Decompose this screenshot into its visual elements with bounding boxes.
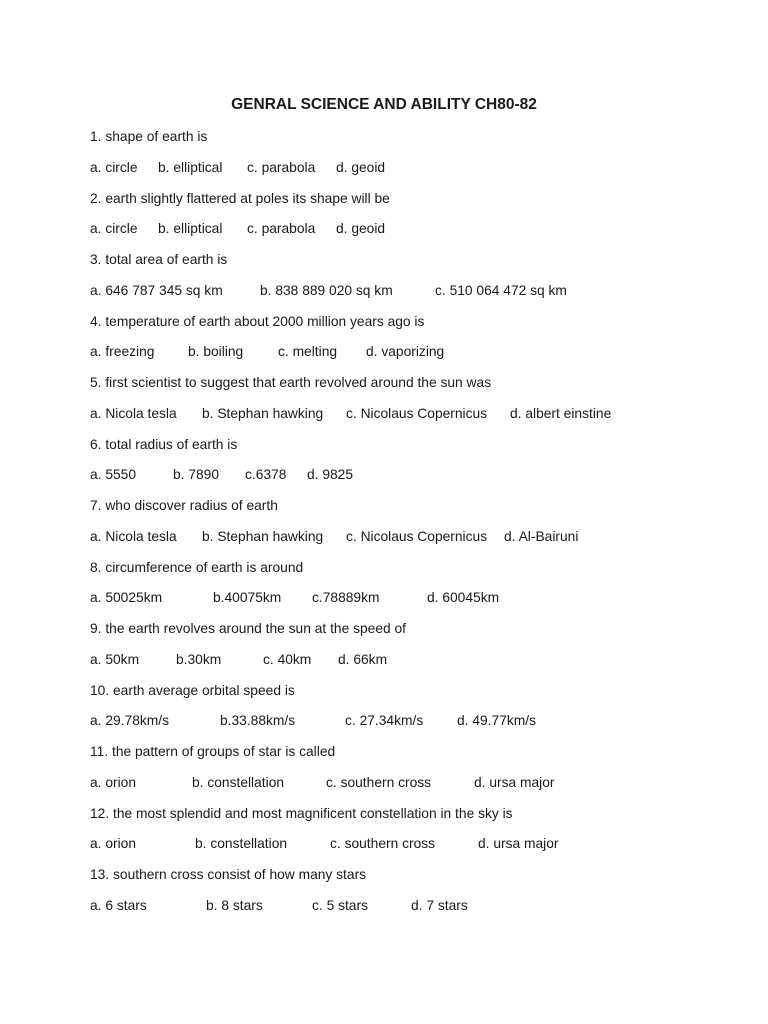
option-b: b. constellation (192, 775, 285, 790)
option-b: b.40075km (213, 590, 282, 605)
option-d: d. 49.77km/s (457, 713, 536, 728)
question-13: 13. southern cross consist of how many stars (90, 867, 367, 882)
option-c: c. Nicolaus Copernicus (346, 529, 488, 544)
option-b: b.33.88km/s (220, 713, 296, 728)
question-11: 11. the pattern of groups of star is called (90, 744, 336, 759)
option-a: a. 6 stars (90, 898, 147, 913)
option-a: a. 5550 (90, 467, 137, 482)
option-d: d. ursa major (478, 836, 559, 851)
option-b: b. boiling (188, 344, 244, 359)
option-c: c. 27.34km/s (345, 713, 424, 728)
option-a: a. 646 787 345 sq km (90, 283, 223, 298)
option-d: d. 7 stars (411, 898, 468, 913)
option-a: a. circle (90, 221, 138, 236)
option-b: b. elliptical (158, 160, 223, 175)
option-b: b. 838 889 020 sq km (260, 283, 393, 298)
option-c: c. 5 stars (312, 898, 368, 913)
option-a: a. Nicola tesla (90, 529, 177, 544)
option-d: d. vaporizing (366, 344, 445, 359)
option-a: a. 50025km (90, 590, 163, 605)
option-c: c.78889km (312, 590, 380, 605)
option-b: b. Stephan hawking (202, 406, 324, 421)
question-2: 2. earth slightly flattered at poles its shape will be (90, 191, 390, 206)
option-b: b. constellation (195, 836, 288, 851)
option-d: d. 60045km (427, 590, 500, 605)
option-d: d. ursa major (474, 775, 555, 790)
option-c: c. Nicolaus Copernicus (346, 406, 488, 421)
question-8: 8. circumference of earth is around (90, 560, 304, 575)
option-b: b.30km (176, 652, 222, 667)
option-c: c. parabola (247, 160, 316, 175)
option-c: c.6378 (245, 467, 287, 482)
question-9: 9. the earth revolves around the sun at the speed of (90, 621, 407, 636)
option-d: d. albert einstine (510, 406, 612, 421)
option-d: d. geoid (336, 160, 386, 175)
option-b: b. elliptical (158, 221, 223, 236)
question-4: 4. temperature of earth about 2000 million years ago is (90, 314, 425, 329)
option-c: c. 510 064 472 sq km (435, 283, 567, 298)
option-c: c. parabola (247, 221, 316, 236)
option-a: a. orion (90, 836, 137, 851)
option-b: b. 8 stars (206, 898, 263, 913)
option-d: d. geoid (336, 221, 386, 236)
question-6: 6. total radius of earth is (90, 437, 238, 452)
option-d: d. 66km (338, 652, 388, 667)
question-5: 5. first scientist to suggest that earth revolved around the sun was (90, 375, 492, 390)
option-a: a. 50km (90, 652, 140, 667)
option-a: a. freezing (90, 344, 155, 359)
option-c: c. southern cross (330, 836, 436, 851)
option-a: a. orion (90, 775, 137, 790)
option-b: b. 7890 (173, 467, 220, 482)
option-a: a. circle (90, 160, 138, 175)
option-a: a. 29.78km/s (90, 713, 169, 728)
option-a: a. Nicola tesla (90, 406, 177, 421)
question-12: 12. the most splendid and most magnificent constellation in the sky is (90, 806, 513, 821)
option-b: b. Stephan hawking (202, 529, 324, 544)
option-c: c. melting (278, 344, 338, 359)
option-c: c. southern cross (326, 775, 432, 790)
question-3: 3. total area of earth is (90, 252, 228, 267)
question-1: 1. shape of earth is (90, 129, 208, 144)
question-10: 10. earth average orbital speed is (90, 683, 295, 698)
option-d: d. Al-Bairuni (504, 529, 579, 544)
question-7: 7. who discover radius of earth (90, 498, 278, 513)
page-title: GENRAL SCIENCE AND ABILITY CH80-82 (231, 96, 537, 113)
option-c: c. 40km (263, 652, 312, 667)
option-d: d. 9825 (307, 467, 354, 482)
